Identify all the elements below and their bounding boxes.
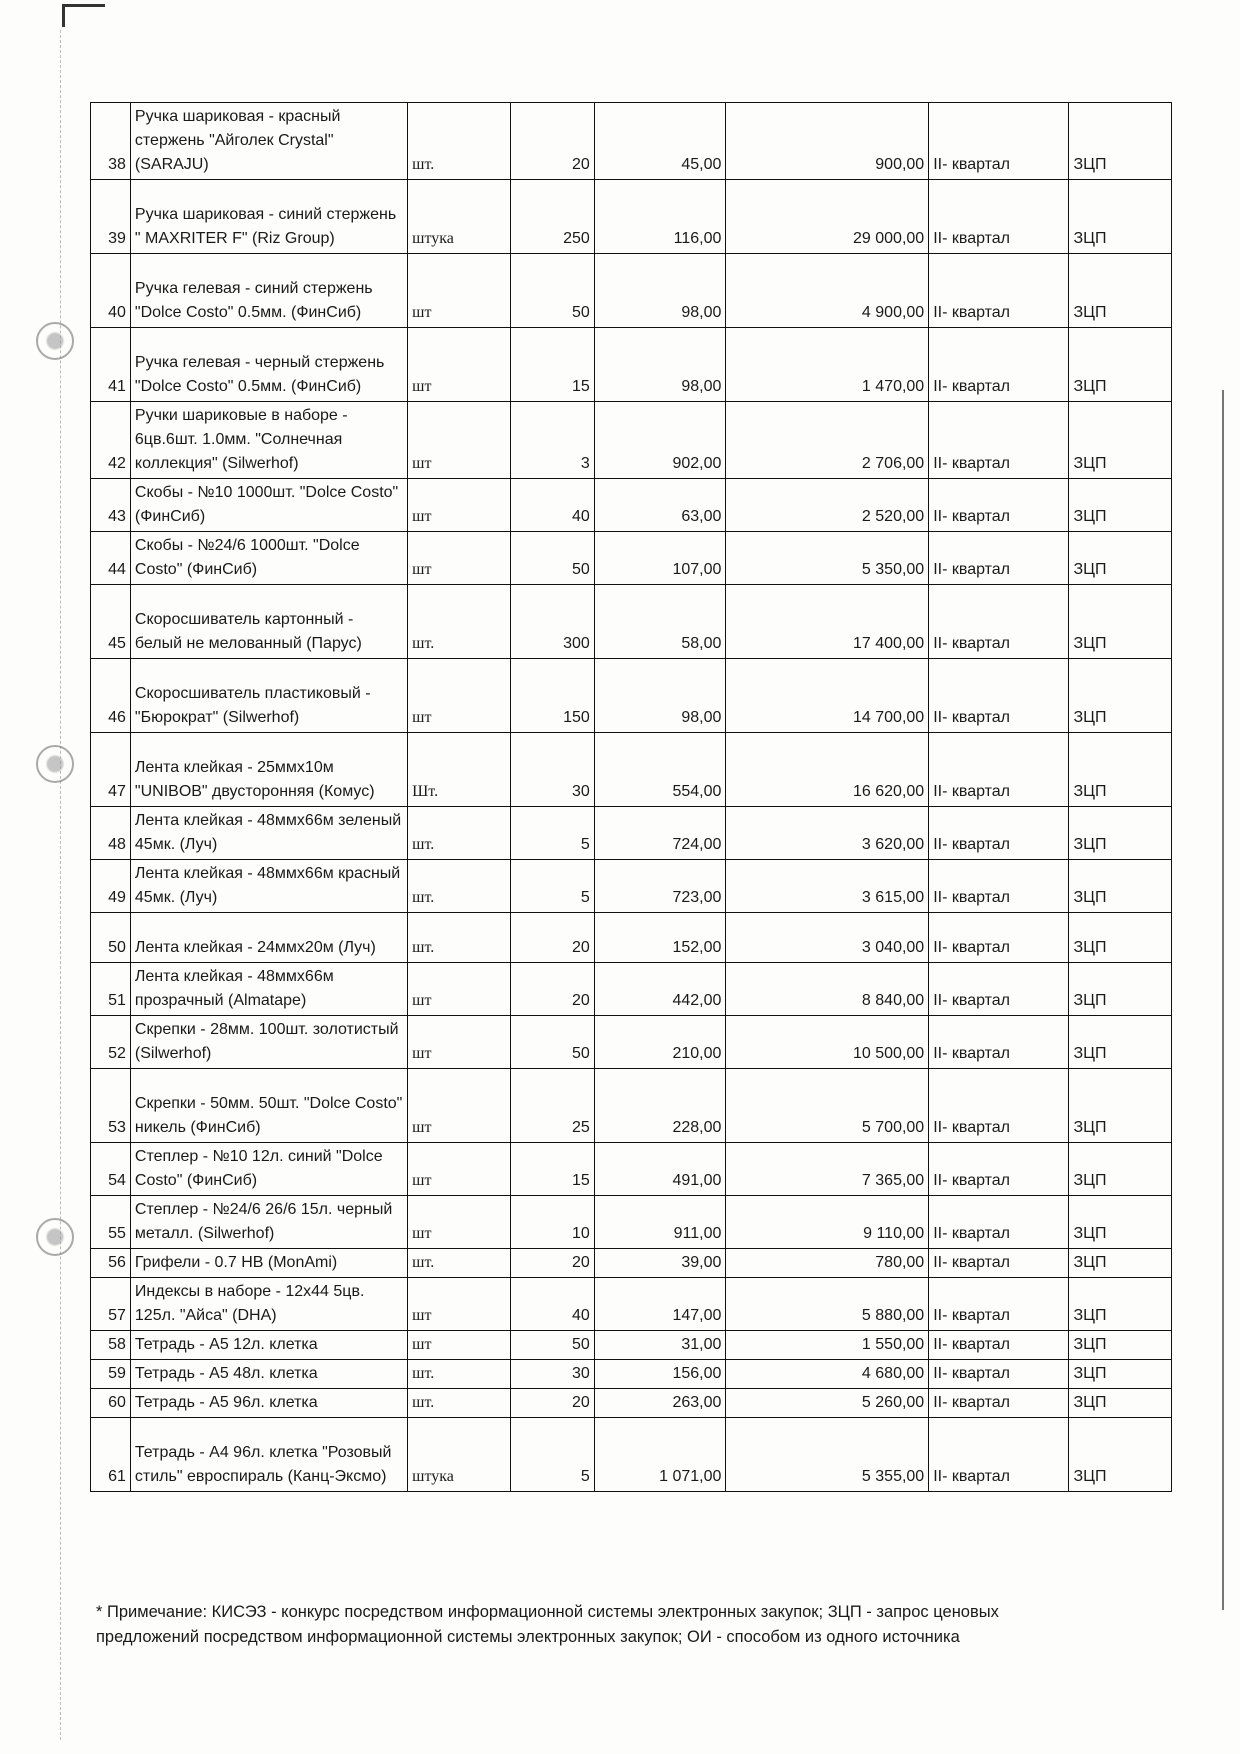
table-row	[91, 807, 1172, 860]
delivery-quarter: II- квартал	[929, 1389, 1069, 1418]
quantity: 20	[510, 1389, 594, 1418]
delivery-quarter: II- квартал	[929, 1069, 1069, 1143]
total-sum: 2 706,00	[726, 402, 929, 479]
row-number: 55	[91, 1196, 131, 1249]
procurement-method: ЗЦП	[1069, 479, 1172, 532]
unit-of-measure: шт	[408, 963, 510, 1016]
table-row	[91, 1360, 1172, 1389]
item-name: Грифели - 0.7 HB (MonAmi)	[130, 1249, 407, 1278]
row-number: 52	[91, 1016, 131, 1069]
unit-price: 98,00	[594, 254, 726, 328]
delivery-quarter: II- квартал	[929, 1360, 1069, 1389]
unit-price: 116,00	[594, 180, 726, 254]
row-number: 39	[91, 180, 131, 254]
item-name: Лента клейкая - 24ммх20м (Луч)	[130, 913, 407, 963]
procurement-method: ЗЦП	[1069, 585, 1172, 659]
row-number: 41	[91, 328, 131, 402]
row-number: 49	[91, 860, 131, 913]
unit-of-measure: шт.	[408, 585, 510, 659]
procurement-items-table	[90, 102, 1172, 1492]
total-sum: 14 700,00	[726, 659, 929, 733]
table-row	[91, 180, 1172, 254]
delivery-quarter: II- квартал	[929, 963, 1069, 1016]
procurement-method: ЗЦП	[1069, 963, 1172, 1016]
unit-price: 1 071,00	[594, 1418, 726, 1492]
item-name: Скрепки - 50мм. 50шт. "Dolce Costo" никель (ФинСиб)	[130, 1069, 407, 1143]
unit-price: 554,00	[594, 733, 726, 807]
unit-price: 152,00	[594, 913, 726, 963]
row-number: 59	[91, 1360, 131, 1389]
item-name: Ручки шариковые в наборе - 6цв.6шт. 1.0мм. "Солнечная коллекция" (Silwerhof)	[130, 402, 407, 479]
total-sum: 5 355,00	[726, 1418, 929, 1492]
unit-of-measure: шт.	[408, 913, 510, 963]
quantity: 20	[510, 103, 594, 180]
delivery-quarter: II- квартал	[929, 585, 1069, 659]
unit-of-measure: шт	[408, 1331, 510, 1360]
item-name: Тетрадь - А5 12л. клетка	[130, 1331, 407, 1360]
delivery-quarter: II- квартал	[929, 913, 1069, 963]
unit-price: 491,00	[594, 1143, 726, 1196]
total-sum: 3 040,00	[726, 913, 929, 963]
table-row	[91, 1418, 1172, 1492]
delivery-quarter: II- квартал	[929, 1196, 1069, 1249]
total-sum: 29 000,00	[726, 180, 929, 254]
quantity: 300	[510, 585, 594, 659]
item-name: Скоросшиватель пластиковый - "Бюрократ" (Silwerhof)	[130, 659, 407, 733]
table-row	[91, 1069, 1172, 1143]
table-row	[91, 402, 1172, 479]
item-name: Лента клейкая - 48ммх66м красный 45мк. (Луч)	[130, 860, 407, 913]
footnote: * Примечание: КИСЭЗ - конкурс посредством информационной системы электронных закупок; ЗЦП - запрос ценовых предложений посредством информационной системы электронных закупок; ОИ - способом из одного источника	[96, 1603, 999, 1646]
procurement-method: ЗЦП	[1069, 1418, 1172, 1492]
total-sum: 5 260,00	[726, 1389, 929, 1418]
table-row	[91, 1016, 1172, 1069]
binding-line	[60, 30, 61, 1740]
quantity: 15	[510, 328, 594, 402]
unit-of-measure: шт.	[408, 807, 510, 860]
quantity: 50	[510, 1016, 594, 1069]
unit-price: 724,00	[594, 807, 726, 860]
quantity: 20	[510, 913, 594, 963]
quantity: 5	[510, 1418, 594, 1492]
delivery-quarter: II- квартал	[929, 1249, 1069, 1278]
delivery-quarter: II- квартал	[929, 1143, 1069, 1196]
quantity: 150	[510, 659, 594, 733]
row-number: 40	[91, 254, 131, 328]
unit-price: 442,00	[594, 963, 726, 1016]
unit-price: 911,00	[594, 1196, 726, 1249]
unit-price: 63,00	[594, 479, 726, 532]
scan-edge-line	[1222, 390, 1224, 1610]
total-sum: 4 900,00	[726, 254, 929, 328]
item-name: Скобы - №10 1000шт. "Dolce Costo" (ФинСиб)	[130, 479, 407, 532]
unit-price: 58,00	[594, 585, 726, 659]
quantity: 5	[510, 860, 594, 913]
unit-price: 723,00	[594, 860, 726, 913]
quantity: 20	[510, 963, 594, 1016]
total-sum: 16 620,00	[726, 733, 929, 807]
table-row	[91, 103, 1172, 180]
procurement-method: ЗЦП	[1069, 1196, 1172, 1249]
procurement-method: ЗЦП	[1069, 328, 1172, 402]
unit-of-measure: шт	[408, 402, 510, 479]
table-row	[91, 913, 1172, 963]
item-name: Скобы - №24/6 1000шт. "Dolce Costo" (ФинСиб)	[130, 532, 407, 585]
unit-of-measure: шт	[408, 328, 510, 402]
table-row	[91, 1278, 1172, 1331]
item-name: Тетрадь - А5 48л. клетка	[130, 1360, 407, 1389]
item-name: Степлер - №24/6 26/6 15л. черный металл. (Silwerhof)	[130, 1196, 407, 1249]
procurement-method: ЗЦП	[1069, 1016, 1172, 1069]
total-sum: 5 880,00	[726, 1278, 929, 1331]
procurement-method: ЗЦП	[1069, 532, 1172, 585]
row-number: 42	[91, 402, 131, 479]
unit-price: 107,00	[594, 532, 726, 585]
delivery-quarter: II- квартал	[929, 733, 1069, 807]
unit-price: 98,00	[594, 659, 726, 733]
row-number: 44	[91, 532, 131, 585]
unit-of-measure: шт	[408, 532, 510, 585]
procurement-method: ЗЦП	[1069, 913, 1172, 963]
table-row	[91, 860, 1172, 913]
item-name: Ручка шариковая - синий стержень " MAXRITER F" (Riz Group)	[130, 180, 407, 254]
delivery-quarter: II- квартал	[929, 807, 1069, 860]
procurement-method: ЗЦП	[1069, 103, 1172, 180]
table-row	[91, 328, 1172, 402]
table-row	[91, 1389, 1172, 1418]
unit-price: 39,00	[594, 1249, 726, 1278]
unit-of-measure: шт.	[408, 103, 510, 180]
row-number: 46	[91, 659, 131, 733]
row-number: 54	[91, 1143, 131, 1196]
quantity: 3	[510, 402, 594, 479]
procurement-method: ЗЦП	[1069, 1143, 1172, 1196]
table-row	[91, 1143, 1172, 1196]
row-number: 43	[91, 479, 131, 532]
table-row	[91, 733, 1172, 807]
row-number: 38	[91, 103, 131, 180]
item-name: Скрепки - 28мм. 100шт. золотистый (Silwerhof)	[130, 1016, 407, 1069]
row-number: 61	[91, 1418, 131, 1492]
quantity: 15	[510, 1143, 594, 1196]
row-number: 57	[91, 1278, 131, 1331]
table-row	[91, 585, 1172, 659]
unit-price: 45,00	[594, 103, 726, 180]
punch-hole-mark	[36, 745, 74, 783]
total-sum: 900,00	[726, 103, 929, 180]
unit-price: 31,00	[594, 1331, 726, 1360]
delivery-quarter: II- квартал	[929, 180, 1069, 254]
item-name: Лента клейкая - 48ммх66м прозрачный (Almatape)	[130, 963, 407, 1016]
total-sum: 1 550,00	[726, 1331, 929, 1360]
procurement-method: ЗЦП	[1069, 733, 1172, 807]
row-number: 53	[91, 1069, 131, 1143]
quantity: 25	[510, 1069, 594, 1143]
unit-of-measure: шт	[408, 1143, 510, 1196]
quantity: 40	[510, 479, 594, 532]
unit-price: 263,00	[594, 1389, 726, 1418]
item-name: Лента клейкая - 25ммх10м "UNIBOB" двусторонняя (Комус)	[130, 733, 407, 807]
quantity: 30	[510, 1360, 594, 1389]
quantity: 30	[510, 733, 594, 807]
procurement-method: ЗЦП	[1069, 659, 1172, 733]
total-sum: 3 620,00	[726, 807, 929, 860]
unit-of-measure: шт	[408, 1016, 510, 1069]
total-sum: 10 500,00	[726, 1016, 929, 1069]
procurement-method: ЗЦП	[1069, 1069, 1172, 1143]
total-sum: 7 365,00	[726, 1143, 929, 1196]
table-row	[91, 963, 1172, 1016]
delivery-quarter: II- квартал	[929, 1278, 1069, 1331]
total-sum: 5 350,00	[726, 532, 929, 585]
item-name: Ручка гелевая - черный стержень "Dolce Costo" 0.5мм. (ФинСиб)	[130, 328, 407, 402]
table-row	[91, 659, 1172, 733]
unit-price: 156,00	[594, 1360, 726, 1389]
unit-of-measure: шт	[408, 479, 510, 532]
total-sum: 17 400,00	[726, 585, 929, 659]
procurement-method: ЗЦП	[1069, 1389, 1172, 1418]
delivery-quarter: II- квартал	[929, 1016, 1069, 1069]
delivery-quarter: II- квартал	[929, 254, 1069, 328]
delivery-quarter: II- квартал	[929, 659, 1069, 733]
unit-of-measure: шт.	[408, 860, 510, 913]
delivery-quarter: II- квартал	[929, 1331, 1069, 1360]
procurement-method: ЗЦП	[1069, 180, 1172, 254]
procurement-method: ЗЦП	[1069, 1278, 1172, 1331]
total-sum: 1 470,00	[726, 328, 929, 402]
delivery-quarter: II- квартал	[929, 532, 1069, 585]
item-name: Ручка шариковая - красный стержень "Айголек Crystal" (SARAJU)	[130, 103, 407, 180]
total-sum: 2 520,00	[726, 479, 929, 532]
procurement-method: ЗЦП	[1069, 807, 1172, 860]
quantity: 10	[510, 1196, 594, 1249]
row-number: 48	[91, 807, 131, 860]
table-row	[91, 479, 1172, 532]
unit-price: 902,00	[594, 402, 726, 479]
total-sum: 5 700,00	[726, 1069, 929, 1143]
delivery-quarter: II- квартал	[929, 328, 1069, 402]
unit-of-measure: шт.	[408, 1389, 510, 1418]
unit-of-measure: Шт.	[408, 733, 510, 807]
unit-of-measure: шт.	[408, 1249, 510, 1278]
total-sum: 9 110,00	[726, 1196, 929, 1249]
quantity: 40	[510, 1278, 594, 1331]
row-number: 50	[91, 913, 131, 963]
delivery-quarter: II- квартал	[929, 402, 1069, 479]
unit-price: 228,00	[594, 1069, 726, 1143]
unit-price: 210,00	[594, 1016, 726, 1069]
quantity: 20	[510, 1249, 594, 1278]
table-row	[91, 254, 1172, 328]
total-sum: 3 615,00	[726, 860, 929, 913]
unit-of-measure: штука	[408, 1418, 510, 1492]
row-number: 51	[91, 963, 131, 1016]
item-name: Степлер - №10 12л. синий "Dolce Costo" (ФинСиб)	[130, 1143, 407, 1196]
item-name: Тетрадь - А4 96л. клетка "Розовый стиль" евроспираль (Канц-Эксмо)	[130, 1418, 407, 1492]
unit-of-measure: шт	[408, 1278, 510, 1331]
item-name: Ручка гелевая - синий стержень "Dolce Costo" 0.5мм. (ФинСиб)	[130, 254, 407, 328]
quantity: 50	[510, 532, 594, 585]
delivery-quarter: II- квартал	[929, 1418, 1069, 1492]
unit-of-measure: шт	[408, 1196, 510, 1249]
total-sum: 8 840,00	[726, 963, 929, 1016]
table-row	[91, 1331, 1172, 1360]
quantity: 50	[510, 254, 594, 328]
punch-hole-mark	[36, 1218, 74, 1256]
item-name: Лента клейкая - 48ммх66м зеленый 45мк. (Луч)	[130, 807, 407, 860]
item-name: Индексы в наборе - 12х44 5цв. 125л. "Айса" (DHA)	[130, 1278, 407, 1331]
unit-of-measure: штука	[408, 180, 510, 254]
procurement-method: ЗЦП	[1069, 1360, 1172, 1389]
item-name: Тетрадь - А5 96л. клетка	[130, 1389, 407, 1418]
punch-hole-mark	[36, 322, 74, 360]
unit-of-measure: шт	[408, 659, 510, 733]
quantity: 50	[510, 1331, 594, 1360]
unit-price: 98,00	[594, 328, 726, 402]
procurement-method: ЗЦП	[1069, 860, 1172, 913]
delivery-quarter: II- квартал	[929, 860, 1069, 913]
delivery-quarter: II- квартал	[929, 479, 1069, 532]
procurement-method: ЗЦП	[1069, 402, 1172, 479]
total-sum: 4 680,00	[726, 1360, 929, 1389]
delivery-quarter: II- квартал	[929, 103, 1069, 180]
unit-of-measure: шт.	[408, 1360, 510, 1389]
table-row	[91, 1249, 1172, 1278]
row-number: 45	[91, 585, 131, 659]
unit-of-measure: шт	[408, 1069, 510, 1143]
row-number: 47	[91, 733, 131, 807]
quantity: 250	[510, 180, 594, 254]
row-number: 58	[91, 1331, 131, 1360]
procurement-method: ЗЦП	[1069, 1331, 1172, 1360]
table-row	[91, 1196, 1172, 1249]
row-number: 56	[91, 1249, 131, 1278]
table-row	[91, 532, 1172, 585]
row-number: 60	[91, 1389, 131, 1418]
corner-mark	[62, 4, 105, 27]
procurement-method: ЗЦП	[1069, 254, 1172, 328]
unit-of-measure: шт	[408, 254, 510, 328]
procurement-method: ЗЦП	[1069, 1249, 1172, 1278]
unit-price: 147,00	[594, 1278, 726, 1331]
quantity: 5	[510, 807, 594, 860]
total-sum: 780,00	[726, 1249, 929, 1278]
item-name: Скоросшиватель картонный - белый не мелованный (Парус)	[130, 585, 407, 659]
